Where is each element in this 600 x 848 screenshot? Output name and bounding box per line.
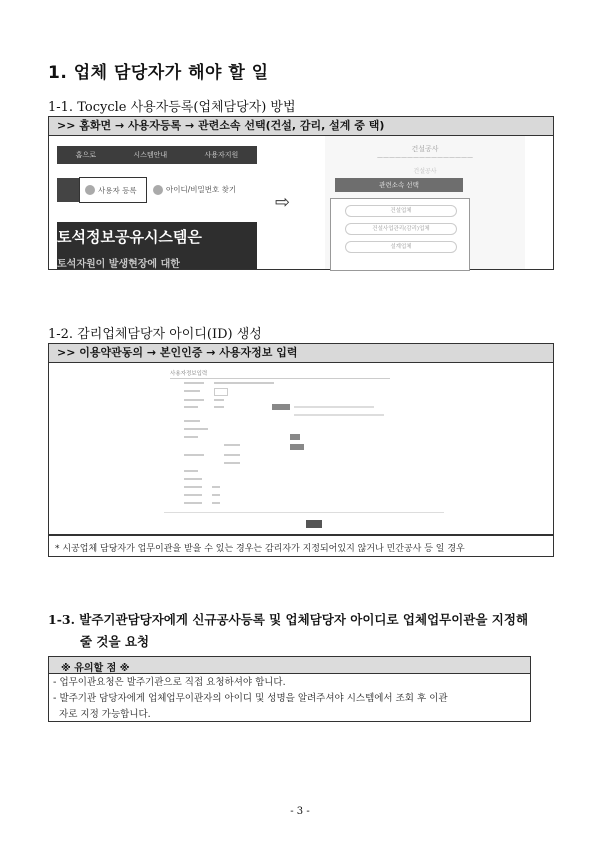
right-desc: ———————————————— <box>377 154 473 161</box>
page-number: - 3 - <box>290 806 310 817</box>
notice-item-2-cont: 자로 지정 가능합니다. <box>53 709 151 720</box>
subsection-1-3-heading-line2: 줄 것을 요청 <box>80 634 150 649</box>
s1-1-box-header: >> 홈화면 → 사용자등록 → 관련소속 선택(건설, 감리, 설계 중 택) <box>48 116 554 136</box>
nav-home[interactable]: 홈으로 <box>75 151 96 159</box>
right-sub: 건설공사 <box>413 168 437 175</box>
affiliation-select-button[interactable]: 관련소속 선택 <box>335 178 463 192</box>
verify-button[interactable] <box>272 404 290 410</box>
nav-bar <box>57 146 257 164</box>
s1-2-box-header: >> 이용약관동의 → 본인인증 → 사용자정보 입력 <box>48 343 554 363</box>
nav-system-info[interactable]: 시스템안내 <box>133 151 168 159</box>
affiliation-options <box>330 198 470 271</box>
side-block <box>57 178 79 202</box>
s1-2-note-box <box>48 535 554 557</box>
option-supervision[interactable]: 건설사업관리(감리)업체 <box>345 223 457 235</box>
form-rows <box>184 382 384 522</box>
section-title: 1. 업체 담당자가 해야 할 일 <box>48 63 269 83</box>
notice-header <box>48 656 531 674</box>
notice-body <box>48 674 531 722</box>
notice-title: ※ 유의할 점 ※ <box>61 663 130 674</box>
submit-button[interactable] <box>306 520 322 528</box>
notice-item-2: - 발주기관 담당자에게 업체업무이관자의 아이디 및 성명을 알려주셔야 시스템에서 조회 후 이관 <box>53 693 448 704</box>
form-divider <box>170 378 390 379</box>
user-register-button[interactable] <box>79 177 147 203</box>
right-title: 건설공사 <box>411 145 439 153</box>
notice-item-1: - 업무이관요청은 발주기관으로 직접 요청하셔야 합니다. <box>53 677 286 688</box>
banner-line2: 토석자원이 발생현장에 대한 <box>57 259 180 269</box>
option-construction[interactable]: 건설업체 <box>345 205 457 217</box>
find-id-link[interactable] <box>153 184 236 195</box>
subsection-1-1-heading: 1-1. Tocycle 사용자등록(업체담당자) 방법 <box>48 100 296 115</box>
user-info-form <box>164 367 444 532</box>
s1-2-screenshot-frame <box>48 363 554 535</box>
user-register-label: 사용자 등록 <box>98 185 137 195</box>
key-icon <box>153 185 163 195</box>
banner-line1: 토석정보공유시스템은 <box>57 228 202 246</box>
banner <box>57 222 257 269</box>
nav-user-support[interactable]: 사용자지원 <box>204 151 239 159</box>
find-id-label: 아이디/비밀번호 찾기 <box>166 185 237 194</box>
s1-1-screenshot-frame <box>48 136 554 270</box>
s1-2-note: * 시공업체 담당자가 업무이관을 받을 수 있는 경우는 감리자가 지정되어있지 않거나 민간공사 등 일 경우 <box>55 544 465 554</box>
affiliation-screenshot <box>325 136 525 269</box>
form-title: 사용자정보입력 <box>170 371 208 377</box>
right-arrow-icon: ⇨ <box>275 192 291 213</box>
subsection-1-2-heading: 1-2. 감리업체담당자 아이디(ID) 생성 <box>48 327 262 342</box>
user-icon <box>85 185 95 195</box>
subsection-1-3-heading-line1: 1-3. 발주기관담당자에게 신규공사등록 및 업체담당자 아이디로 업체업무이관을 지정해 <box>48 612 529 627</box>
home-screenshot <box>49 136 259 269</box>
option-design[interactable]: 설계업체 <box>345 241 457 253</box>
